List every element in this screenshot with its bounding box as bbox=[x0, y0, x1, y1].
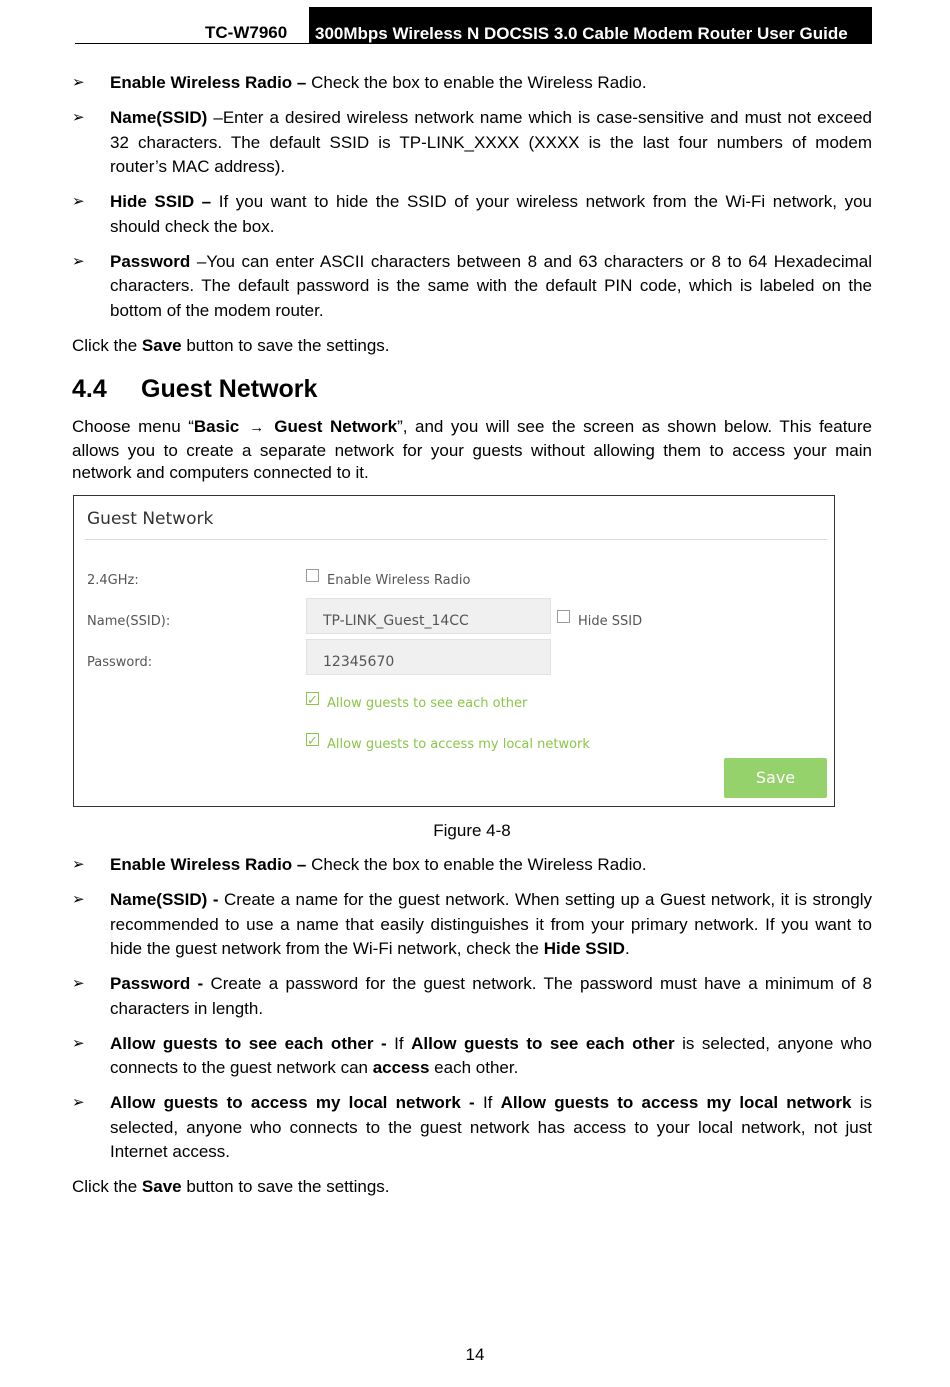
save-note bbox=[72, 334, 872, 359]
bullet-text: If you want to hide the SSID of your wireless network from the Wi-Fi network, you should check the box. bbox=[110, 192, 872, 236]
bullet-arrow-icon: ➢ bbox=[72, 856, 85, 873]
bullet-term: Allow guests to access my local network - bbox=[110, 1093, 475, 1112]
intro-pre: Choose menu “ bbox=[72, 417, 194, 436]
ssid-label: Name(SSID): bbox=[87, 613, 171, 629]
bullet-term: Enable Wireless Radio – bbox=[110, 73, 307, 92]
intro-menu-basic: Basic bbox=[193, 417, 240, 436]
bullet-bold-2: access bbox=[372, 1058, 430, 1077]
list-item bbox=[72, 250, 872, 324]
hide-ssid-checkbox[interactable] bbox=[557, 610, 570, 623]
bullet-text: –Enter a desired wireless network name which is case-sensitive and must not exceed 32 characters. The default SSID is TP-LINK_XXXX (XXXX is the last four numbers of modem router’s MAC address). bbox=[110, 108, 872, 176]
list-item bbox=[72, 71, 872, 96]
bullet-arrow-icon: ➢ bbox=[72, 193, 85, 210]
bullet-bold: Allow guests to see each other bbox=[411, 1033, 675, 1053]
bullet-text: –You can enter ASCII characters between 8 and 63 characters or 8 to 64 Hexadecimal characters. The default password is the same with the default PIN code, which is labeled on the bottom of the modem router. bbox=[110, 251, 872, 320]
bullet-text2: is selected, anyone who connects to the guest network has access to your local network, not just Internet access. bbox=[110, 1093, 872, 1161]
guest-network-screenshot bbox=[73, 495, 835, 807]
enable-radio-checkbox[interactable] bbox=[306, 569, 319, 582]
section-heading bbox=[72, 374, 872, 404]
bullet-text: Create a password for the guest network. The password must have a minimum of 8 characters in length. bbox=[110, 974, 872, 1018]
save-note-bold: Save bbox=[141, 1177, 182, 1196]
hide-ssid-label: Hide SSID bbox=[578, 613, 643, 629]
bullet-term: Name(SSID) bbox=[110, 108, 208, 127]
allow-local-checkbox[interactable] bbox=[306, 733, 319, 749]
header-title: 300Mbps Wireless N DOCSIS 3.0 Cable Modem Router User Guide bbox=[309, 7, 872, 44]
list-item bbox=[72, 888, 872, 962]
save-note bbox=[72, 1175, 872, 1200]
arrow-right-icon: → bbox=[249, 419, 265, 436]
bullet-text: Check the box to enable the Wireless Radio. bbox=[306, 73, 647, 92]
bullet-bold: Hide SSID bbox=[543, 939, 625, 958]
save-note-bold: Save bbox=[141, 335, 182, 355]
section-number: 4.4 bbox=[72, 375, 107, 403]
bullet-arrow-icon: ➢ bbox=[72, 74, 85, 91]
figure-title: Guest Network bbox=[87, 508, 214, 529]
allow-each-other-checkbox[interactable] bbox=[306, 692, 319, 708]
bullet-text2: is selected, anyone who connects to the guest network can bbox=[110, 1033, 872, 1077]
page-number: 14 bbox=[465, 1345, 485, 1364]
header-divider bbox=[75, 43, 872, 44]
bullet-term: Name(SSID) - bbox=[110, 890, 219, 909]
list-item bbox=[72, 972, 872, 1021]
check-icon: ✓ bbox=[307, 692, 318, 708]
list-item bbox=[72, 106, 872, 180]
bullet-tail: . bbox=[624, 939, 630, 958]
bullet-tail: each other. bbox=[429, 1058, 519, 1077]
bullet-arrow-icon: ➢ bbox=[72, 109, 85, 126]
save-note-pre: Click the bbox=[72, 1177, 142, 1196]
list-item bbox=[72, 1032, 872, 1081]
header-model: TC-W7960 bbox=[205, 23, 288, 42]
bullet-text: If bbox=[386, 1033, 412, 1053]
figure-divider bbox=[85, 539, 827, 540]
bullet-bold: Allow guests to access my local network bbox=[500, 1093, 852, 1112]
band-label: 2.4GHz: bbox=[87, 572, 139, 588]
allow-each-other-label: Allow guests to see each other bbox=[327, 695, 528, 711]
bullet-arrow-icon: ➢ bbox=[72, 975, 85, 992]
bullet-text: Create a name for the guest network. When setting up a Guest network, it is strongly recommended to use a name that easily distinguishes it from your primary network. If you want to hide the guest network from the Wi-Fi network, check the bbox=[110, 890, 872, 958]
section-title: Guest Network bbox=[141, 375, 318, 403]
bullet-term: Enable Wireless Radio – bbox=[110, 855, 307, 874]
password-input[interactable]: 12345670 bbox=[306, 639, 551, 675]
save-note-pre: Click the bbox=[72, 335, 142, 355]
list-item bbox=[72, 853, 872, 878]
page-content bbox=[72, 71, 872, 1210]
bullet-arrow-icon: ➢ bbox=[72, 1094, 85, 1111]
bullet-term: Password bbox=[110, 251, 191, 271]
bullet-term: Password - bbox=[110, 974, 204, 993]
ssid-input[interactable]: TP-LINK_Guest_14CC bbox=[306, 598, 551, 634]
bullet-term: Allow guests to see each other - bbox=[110, 1033, 387, 1053]
list-item bbox=[72, 190, 872, 239]
section-intro bbox=[72, 416, 872, 485]
intro-menu-guest: Guest Network bbox=[274, 417, 398, 436]
enable-radio-label: Enable Wireless Radio bbox=[327, 572, 471, 588]
bullet-arrow-icon: ➢ bbox=[72, 1034, 85, 1052]
allow-local-label: Allow guests to access my local network bbox=[327, 736, 590, 752]
save-note-post: button to save the settings. bbox=[181, 335, 390, 355]
bullet-term: Hide SSID – bbox=[110, 192, 212, 211]
list-item bbox=[72, 1091, 872, 1165]
check-icon: ✓ bbox=[307, 733, 318, 749]
save-button[interactable]: Save bbox=[724, 758, 827, 798]
save-note-post: button to save the settings. bbox=[181, 1177, 390, 1196]
bullet-arrow-icon: ➢ bbox=[72, 252, 85, 270]
bullet-arrow-icon: ➢ bbox=[72, 891, 85, 908]
figure-caption: Figure 4-8 bbox=[433, 820, 511, 840]
password-label: Password: bbox=[87, 654, 153, 670]
intro-post: ”, and you will see the screen as shown below. This feature allows you to create a separate network for your guests without allowing them to access your main network and computers connected to it. bbox=[72, 417, 872, 482]
bullet-text: If bbox=[474, 1093, 501, 1112]
bullet-text: Check the box to enable the Wireless Radio. bbox=[306, 855, 647, 874]
